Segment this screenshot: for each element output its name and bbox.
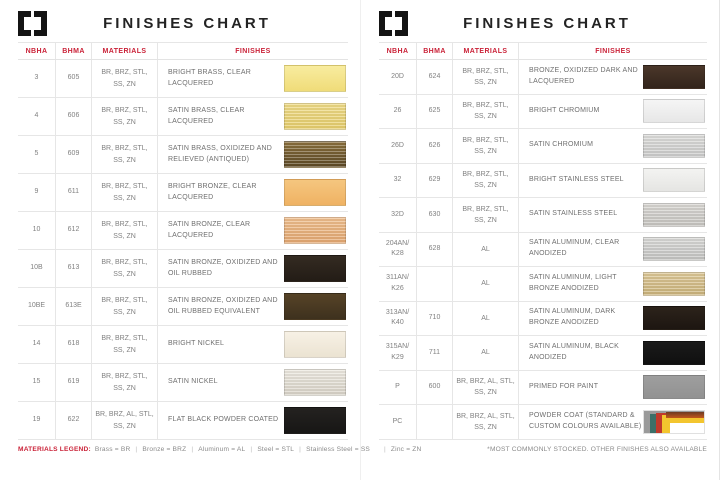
column-header-materials: MATERIALS [453, 43, 519, 59]
table-row [379, 129, 707, 164]
materials-cell: BR, BRZ, STL, SS, ZN [92, 60, 158, 97]
page-header [379, 8, 707, 38]
table-row [379, 405, 707, 440]
finish-name: SATIN STAINLESS STEEL [529, 210, 618, 218]
finish-name: BRONZE, OXIDIZED DARK AND LACQUERED [529, 66, 638, 85]
finish-cell [519, 371, 707, 405]
table-body [379, 60, 707, 440]
nbha-cell: 9 [18, 174, 56, 211]
materials-cell: AL [453, 302, 519, 336]
logo-left-bracket [18, 11, 31, 36]
bhma-cell [417, 267, 453, 301]
nbha-cell: 5 [18, 136, 56, 173]
finish-cell [158, 402, 348, 439]
column-header-nbha: NBHA [18, 43, 56, 59]
page-header [18, 8, 348, 38]
finish-swatch [284, 217, 346, 244]
table-row [379, 60, 707, 95]
finish-name: SATIN CHROMIUM [529, 141, 594, 149]
legend-separator: | [299, 446, 302, 453]
table-row [18, 326, 348, 364]
finish-cell [158, 60, 348, 97]
page-title: FINISHES CHART [103, 14, 271, 32]
table-row [18, 364, 348, 402]
finish-cell [158, 364, 348, 401]
materials-cell: BR, BRZ, STL, SS, ZN [92, 364, 158, 401]
finish-cell [158, 136, 348, 173]
powder-coat-layer [670, 423, 704, 433]
finish-name: FLAT BLACK POWDER COATED [168, 416, 279, 424]
bhma-cell: 625 [417, 95, 453, 129]
finish-swatch [643, 65, 705, 89]
bhma-cell: 622 [56, 402, 92, 439]
finish-name: SATIN BRONZE, OXIDIZED AND OIL RUBBED EQUIVALENT [168, 296, 278, 315]
column-header-materials: MATERIALS [92, 43, 158, 59]
finish-cell [519, 95, 707, 129]
finish-name: SATIN NICKEL [168, 378, 218, 386]
finish-swatch [643, 272, 705, 296]
finish-swatch [284, 179, 346, 206]
legend-item: Bronze = BRZ [142, 446, 187, 453]
table-row [18, 136, 348, 174]
finish-name: SATIN ALUMINUM, DARK BRONZE ANODIZED [529, 308, 616, 327]
finish-cell [158, 326, 348, 363]
bhma-cell: 613E [56, 288, 92, 325]
finish-name: PRIMED FOR PAINT [529, 382, 599, 390]
table-row [379, 371, 707, 406]
finish-cell [519, 302, 707, 336]
materials-cell: BR, BRZ, STL, SS, ZN [92, 212, 158, 249]
table-row [18, 174, 348, 212]
table-row [379, 95, 707, 130]
materials-cell: BR, BRZ, AL, STL, SS, ZN [453, 371, 519, 405]
finish-cell [158, 98, 348, 135]
materials-cell: BR, BRZ, AL, STL, SS, ZN [92, 402, 158, 439]
nbha-cell: 20D [379, 60, 417, 94]
nbha-cell: 14 [18, 326, 56, 363]
nbha-cell: 204AN/ K28 [379, 233, 417, 267]
finish-swatch [284, 369, 346, 396]
bhma-cell: 613 [56, 250, 92, 287]
finish-cell [158, 212, 348, 249]
table-row [18, 60, 348, 98]
materials-cell: BR, BRZ, STL, SS, ZN [453, 129, 519, 163]
finish-swatch [643, 341, 705, 365]
column-header-bhma: BHMA [417, 43, 453, 59]
bhma-cell [417, 405, 453, 439]
bhma-cell: 629 [417, 164, 453, 198]
finish-cell [158, 250, 348, 287]
nbha-cell: 313AN/ K40 [379, 302, 417, 336]
finish-cell [158, 174, 348, 211]
finish-cell [519, 60, 707, 94]
materials-legend-continued [379, 446, 707, 453]
materials-cell: AL [453, 336, 519, 370]
finish-cell [519, 198, 707, 232]
column-header-row [18, 42, 348, 60]
finish-cell [519, 336, 707, 370]
nbha-cell: 10 [18, 212, 56, 249]
finish-name: BRIGHT STAINLESS STEEL [529, 175, 624, 183]
table-body [18, 60, 348, 440]
finish-swatch [643, 99, 705, 123]
column-header-row [379, 42, 707, 60]
finish-cell [158, 288, 348, 325]
finish-swatch [643, 237, 705, 261]
nbha-cell: 32 [379, 164, 417, 198]
column-header-finishes: FINISHES [595, 47, 631, 55]
finish-swatch [284, 103, 346, 130]
finish-name: SATIN BRONZE, OXIDIZED AND OIL RUBBED [168, 258, 278, 277]
materials-cell: BR, BRZ, STL, SS, ZN [92, 250, 158, 287]
nbha-cell: 15 [18, 364, 56, 401]
page-title: FINISHES CHART [463, 14, 631, 32]
finish-swatch [643, 134, 705, 158]
finish-name: SATIN BRONZE, CLEAR LACQUERED [168, 220, 251, 239]
finish-name: SATIN ALUMINUM, BLACK ANODIZED [529, 342, 620, 361]
legend-item: Steel = STL [257, 446, 295, 453]
bhma-cell: 612 [56, 212, 92, 249]
nbha-cell: 32D [379, 198, 417, 232]
finish-swatch [284, 293, 346, 320]
logo-right-bracket [395, 11, 408, 36]
finish-cell [519, 405, 707, 439]
powder-coat-layer [666, 412, 704, 418]
materials-cell: BR, BRZ, STL, SS, ZN [453, 198, 519, 232]
finish-name: SATIN BRASS, CLEAR LACQUERED [168, 106, 245, 125]
nbha-cell: PC [379, 405, 417, 439]
bhma-cell: 618 [56, 326, 92, 363]
finish-name: BRIGHT BRASS, CLEAR LACQUERED [168, 68, 252, 87]
materials-cell: BR, BRZ, STL, SS, ZN [92, 136, 158, 173]
materials-legend [18, 446, 371, 453]
finish-swatch [284, 141, 346, 168]
table-row [379, 267, 707, 302]
finish-swatch [643, 168, 705, 192]
legend-separator: | [191, 446, 194, 453]
legend-item: Brass = BR [94, 446, 131, 453]
finish-name: SATIN ALUMINUM, CLEAR ANODIZED [529, 239, 620, 258]
nbha-cell: 19 [18, 402, 56, 439]
finish-name: POWDER COAT (STANDARD & CUSTOM COLOURS AVAILABLE) [529, 411, 642, 430]
nbha-cell: 311AN/ K26 [379, 267, 417, 301]
legend-separator: | [135, 446, 138, 453]
finish-name: BRIGHT BRONZE, CLEAR LACQUERED [168, 182, 257, 201]
bhma-cell: 619 [56, 364, 92, 401]
finish-cell [519, 129, 707, 163]
bhma-cell: 624 [417, 60, 453, 94]
materials-cell: BR, BRZ, STL, SS, ZN [92, 98, 158, 135]
materials-cell: BR, BRZ, STL, SS, ZN [453, 60, 519, 94]
page-right [360, 0, 719, 480]
footnote: *MOST COMMONLY STOCKED. OTHER FINISHES ALSO AVAILABLE [487, 445, 707, 453]
materials-cell: AL [453, 233, 519, 267]
finish-cell [519, 233, 707, 267]
finish-swatch [284, 407, 346, 434]
finish-swatch [643, 410, 705, 434]
table-row [18, 402, 348, 440]
nbha-cell: 26D [379, 129, 417, 163]
bhma-cell: 611 [56, 174, 92, 211]
bhma-cell: 605 [56, 60, 92, 97]
table-row [18, 288, 348, 326]
finish-cell [519, 267, 707, 301]
nbha-cell: 10BE [18, 288, 56, 325]
brand-bracket-logo-icon [18, 11, 48, 36]
table-row [18, 98, 348, 136]
logo-right-bracket [34, 11, 47, 36]
materials-legend-items-left [95, 446, 370, 453]
materials-cell: BR, BRZ, STL, SS, ZN [453, 95, 519, 129]
column-header-nbha: NBHA [379, 43, 417, 59]
bhma-cell: 606 [56, 98, 92, 135]
finish-swatch [643, 306, 705, 330]
table-row [379, 233, 707, 268]
nbha-cell: 26 [379, 95, 417, 129]
column-header-bhma: BHMA [56, 43, 92, 59]
finish-name: BRIGHT NICKEL [168, 340, 225, 348]
bhma-cell: 628 [417, 233, 453, 267]
finish-name: BRIGHT CHROMIUM [529, 106, 600, 114]
table-row [18, 212, 348, 250]
legend-separator: | [250, 446, 253, 453]
legend-separator: | [384, 445, 386, 453]
bhma-cell: 609 [56, 136, 92, 173]
finish-swatch [643, 375, 705, 399]
materials-legend-label: MATERIALS LEGEND: [18, 446, 91, 453]
legend-item: Aluminum = AL [198, 446, 246, 453]
finish-cell [519, 164, 707, 198]
bhma-cell: 710 [417, 302, 453, 336]
materials-cell: BR, BRZ, STL, SS, ZN [92, 174, 158, 211]
bhma-cell: 600 [417, 371, 453, 405]
table-row [379, 198, 707, 233]
finish-name: SATIN ALUMINUM, LIGHT BRONZE ANODIZED [529, 273, 617, 292]
nbha-cell: 3 [18, 60, 56, 97]
nbha-cell: 315AN/ K29 [379, 336, 417, 370]
column-header-finishes: FINISHES [235, 47, 271, 55]
materials-cell: BR, BRZ, AL, STL, SS, ZN [453, 405, 519, 439]
materials-cell: BR, BRZ, STL, SS, ZN [92, 326, 158, 363]
materials-cell: BR, BRZ, STL, SS, ZN [92, 288, 158, 325]
finish-swatch [284, 255, 346, 282]
materials-legend-items-right [379, 446, 421, 453]
bhma-cell: 711 [417, 336, 453, 370]
bhma-cell: 626 [417, 129, 453, 163]
table-row [379, 336, 707, 371]
table-row [379, 302, 707, 337]
nbha-cell: 10B [18, 250, 56, 287]
nbha-cell: P [379, 371, 417, 405]
brand-bracket-logo-icon [379, 11, 409, 36]
finish-swatch [284, 331, 346, 358]
bhma-cell: 630 [417, 198, 453, 232]
table-row [379, 164, 707, 199]
finish-swatch [284, 65, 346, 92]
finish-name: SATIN BRASS, OXIDIZED AND RELIEVED (ANTIQUED) [168, 144, 273, 163]
table-row [18, 250, 348, 288]
nbha-cell: 4 [18, 98, 56, 135]
materials-cell: AL [453, 267, 519, 301]
finish-swatch [643, 203, 705, 227]
legend-item: Stainless Steel = SS [306, 446, 371, 453]
legend-item: Zinc = ZN [390, 445, 422, 453]
materials-cell: BR, BRZ, STL, SS, ZN [453, 164, 519, 198]
logo-left-bracket [379, 11, 392, 36]
